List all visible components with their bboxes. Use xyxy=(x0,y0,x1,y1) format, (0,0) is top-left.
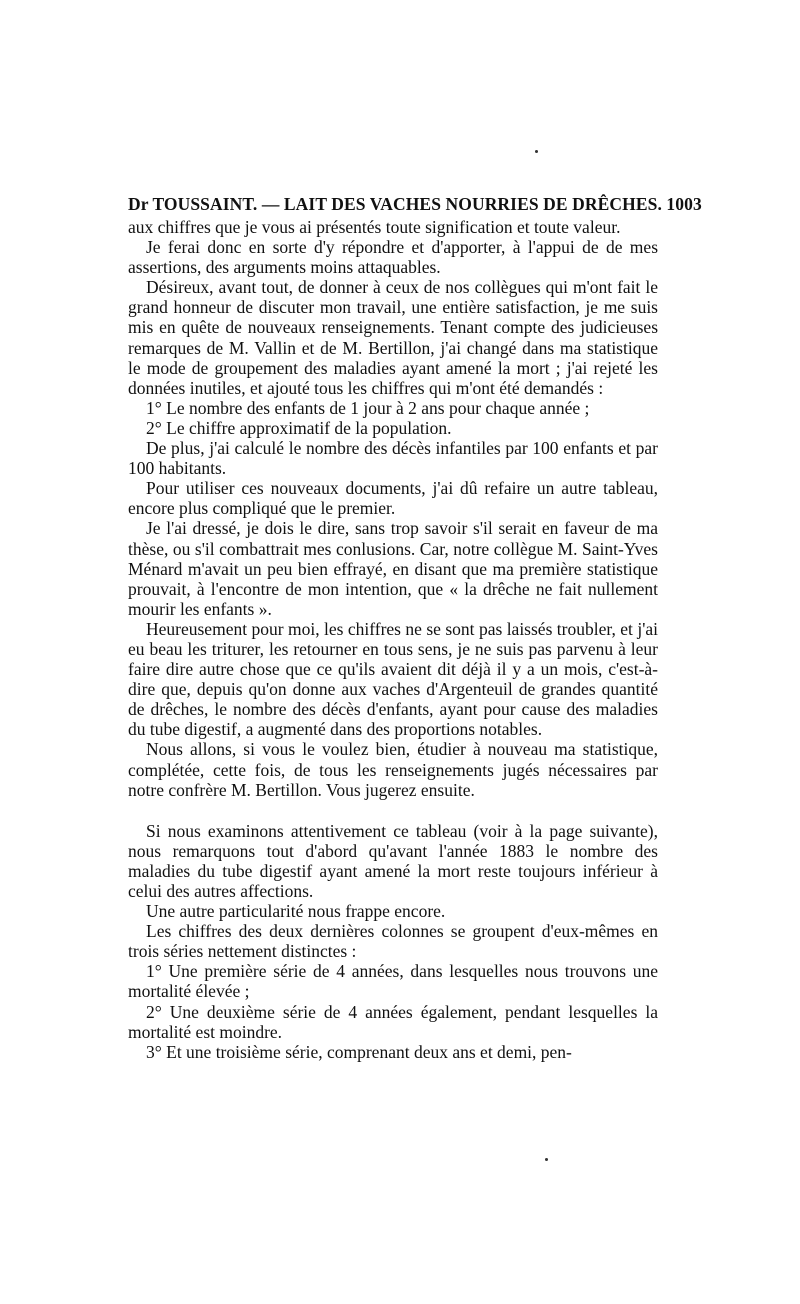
running-header: Dr TOUSSAINT. — LAIT DES VACHES NOURRIES DE DRÊCHES. 1003 xyxy=(128,194,702,214)
paragraph: Les chiffres des deux dernières colonnes se groupent d'eux-mêmes en trois séries nettement distinctes : xyxy=(128,921,658,962)
paragraph: Nous allons, si vous le voulez bien, étudier à nouveau ma statistique, complétée, cette fois, de tous les renseignements jugés nécessaires par notre confrère M. Bertillon. Vous jugerez ensuite. xyxy=(128,739,658,800)
paragraph-continuation: aux chiffres que je vous ai présentés toute signification et toute valeur. xyxy=(128,217,621,237)
paragraph: Désireux, avant tout, de donner à ceux de nos collègues qui m'ont fait le grand honneur de discuter mon travail, une entière satisfaction, je me suis mis en quête de nouveaux renseignements. Tenant compte des judicieuses remarques de M. Vallin et de M. Bertillon, j'ai changé dans ma statistique le mode de groupement des maladies ayant amené la mort ; j'ai rejeté les données inutiles, et ajouté tous les chiffres qui m'ont été demandés : xyxy=(128,277,658,398)
list-item: 2° Le chiffre approximatif de la population. xyxy=(146,417,452,438)
paragraph: Je ferai donc en sorte d'y répondre et d'apporter, à l'appui de de mes assertions, des arguments moins attaquables. xyxy=(128,237,658,278)
paragraph: Pour utiliser ces nouveaux documents, j'ai dû refaire un autre tableau, encore plus compliqué que le premier. xyxy=(128,478,658,519)
section-gap xyxy=(128,800,658,821)
list-item: 1° Une première série de 4 années, dans lesquelles nous trouvons une mortalité élevée ; xyxy=(128,961,658,1002)
paragraph: Si nous examinons attentivement ce tableau (voir à la page suivante), nous remarquons tout d'abord qu'avant l'année 1883 le nombre des maladies du tube digestif ayant amené la mort reste toujours inférieur à celui des autres affections. xyxy=(128,820,658,901)
paragraph: De plus, j'ai calculé le nombre des décès infantiles par 100 enfants et par 100 habitants. xyxy=(128,438,658,479)
paragraph: Heureusement pour moi, les chiffres ne se sont pas laissés troubler, et j'ai eu beau les triturer, les retourner en tous sens, je ne suis pas parvenu à leur faire dire autre chose que ce qu'ils avaient dit déjà il y a un mois, c'est-à-dire que, depuis qu'on donne aux vaches d'Argenteuil de grandes quantité de drêches, le nombre des décès d'enfants, ayant pour cause des maladies du tube digestif, a augmenté dans des proportions notables. xyxy=(128,618,658,740)
list-item: 2° Une deuxième série de 4 années également, pendant lesquelles la mortalité est moindre. xyxy=(128,1001,658,1042)
speck-mark xyxy=(535,150,538,153)
page-text-block xyxy=(128,193,702,1062)
speck-mark xyxy=(545,1158,548,1161)
paragraph: Je l'ai dressé, je dois le dire, sans trop savoir s'il serait en faveur de ma thèse, ou s'il combattrait mes conlusions. Car, notre collègue M. Saint-Yves Ménard m'avait un peu bien effrayé, en disant que ma première statistique prouvait, à l'encontre de mon intention, que « la drêche ne fait nullement mourir les enfants ». xyxy=(128,518,658,619)
list-item: 3° Et une troisième série, comprenant deux ans et demi, pen- xyxy=(146,1041,572,1062)
list-item: 1° Le nombre des enfants de 1 jour à 2 ans pour chaque année ; xyxy=(146,397,590,418)
paragraph: Une autre particularité nous frappe encore. xyxy=(146,901,446,922)
